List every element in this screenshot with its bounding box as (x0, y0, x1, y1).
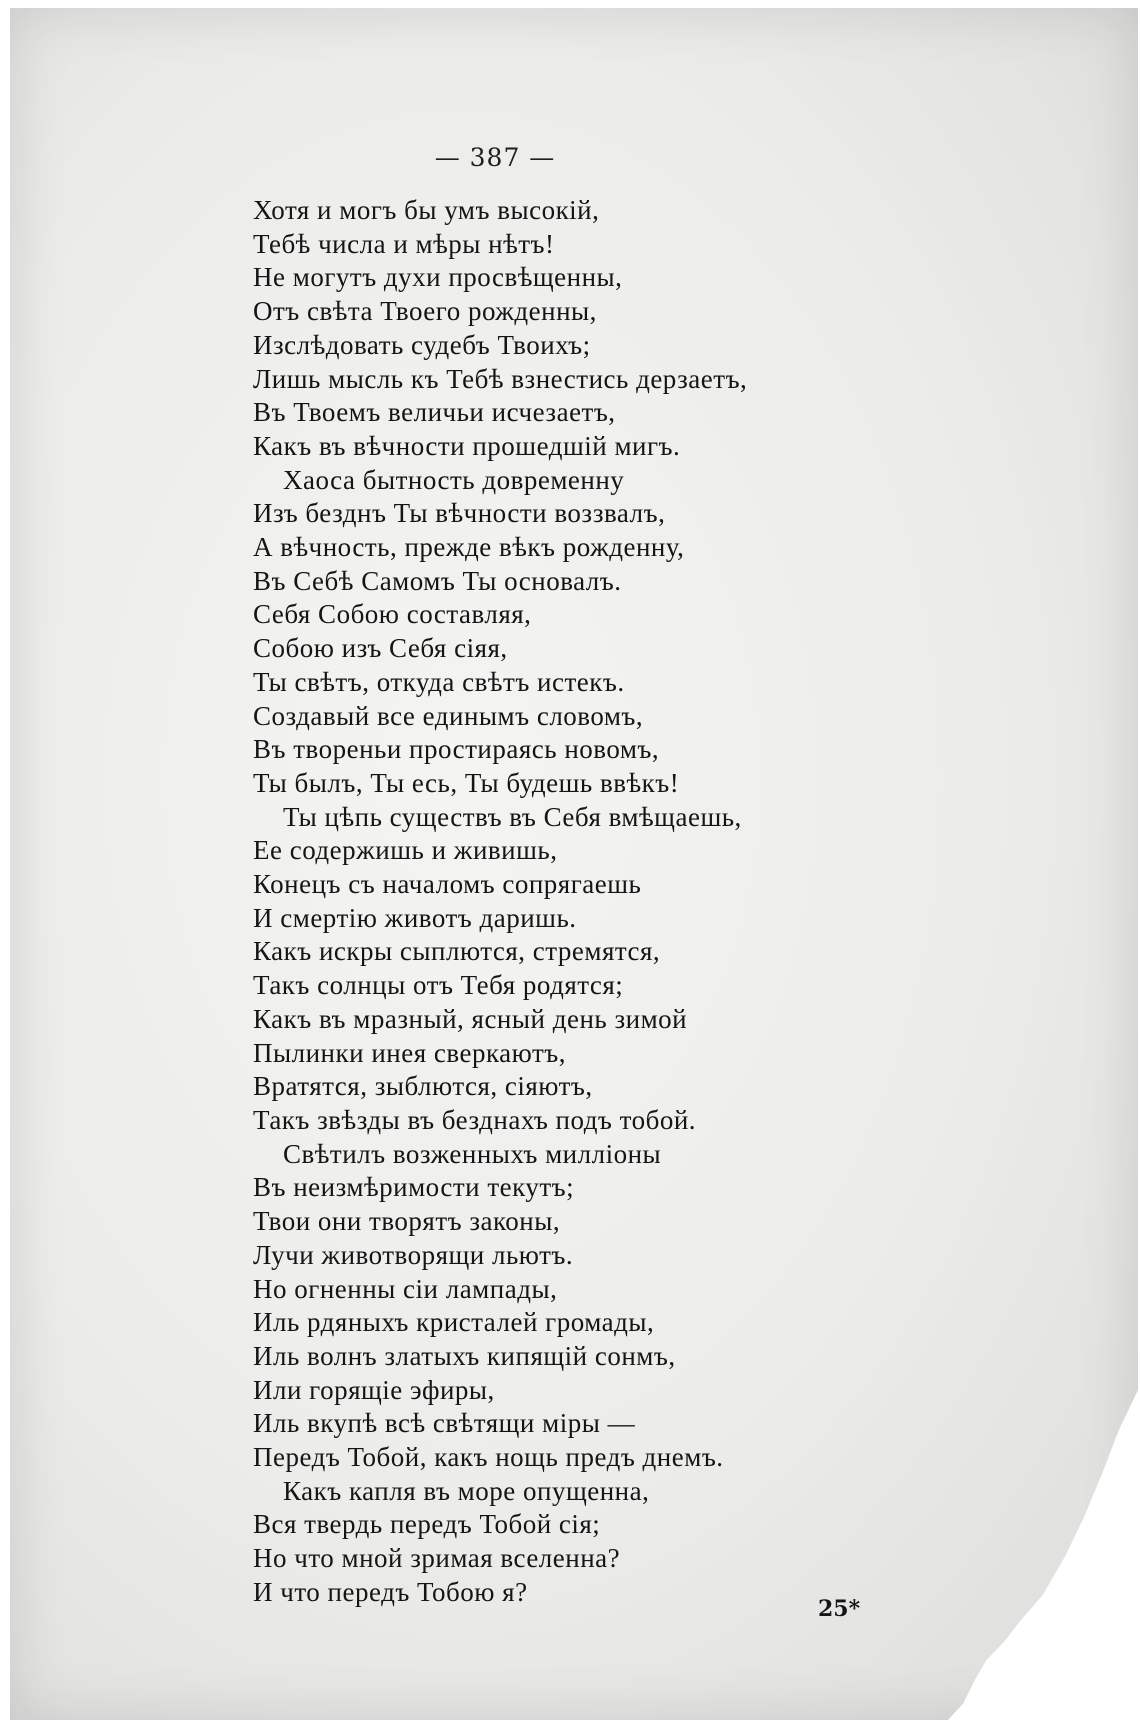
poem-line: Лучи животворящи льютъ. (253, 1239, 574, 1270)
poem-line: Но что мной зримая вселенна? (253, 1543, 621, 1574)
poem-line: Пылинки инея сверкаютъ, (253, 1037, 566, 1068)
poem-line: Передъ Тобой, какъ нощь предъ днемъ. (253, 1442, 724, 1473)
poem-line: Въ неизмѣримости текутъ; (253, 1172, 575, 1203)
poem-line: Какъ капля въ море опущенна, (283, 1475, 650, 1506)
poem-line: Какъ въ мразный, ясный день зимой (253, 1003, 688, 1034)
poem-line: Себя Собою составляя, (253, 599, 532, 630)
poem-line: Въ Твоемъ величьи исчезаетъ, (253, 397, 616, 428)
poem-line: Такъ солнцы отъ Тебя родятся; (253, 970, 624, 1001)
poem-line: Ты цѣпь существъ въ Себя вмѣщаешь, (283, 801, 742, 832)
poem-line: Свѣтилъ возженныхъ милліоны (283, 1138, 662, 1169)
poem-line: Вся твердь передъ Тобой сія; (253, 1509, 601, 1540)
poem-text (253, 194, 873, 1610)
poem-line: Хотя и могъ бы умъ высокій, (253, 195, 600, 225)
poem-line: Какъ въ вѣчности прошедшій мигъ. (253, 430, 681, 461)
poem-line: Твои они творятъ законы, (253, 1206, 561, 1237)
poem-line: Или горящіе эфиры, (253, 1374, 495, 1405)
poem-line: Такъ звѣзды въ безднахъ подъ тобой. (253, 1104, 697, 1135)
poem-line: И смертію животъ даришь. (253, 902, 577, 933)
poem-line: Тебѣ числа и мѣры нѣтъ! (253, 228, 555, 259)
poem-line: И что передъ Тобою я? (253, 1576, 528, 1607)
poem-line: Вратятся, зыблются, сіяютъ, (253, 1071, 593, 1102)
poem-line: Хаоса бытность довременну (283, 464, 625, 495)
poem-line: Въ Себѣ Самомъ Ты основалъ. (253, 565, 622, 596)
poem-line: Лишь мысль къ Тебѣ взнестись дерзаетъ, (253, 363, 748, 394)
page-number: — 387 — (434, 143, 556, 172)
poem-line: Конецъ съ началомъ сопрягаешь (253, 869, 642, 900)
poem-line: Собою изъ Себя сіяя, (253, 633, 508, 664)
poem-line: А вѣчность, прежде вѣкъ рожденну, (253, 532, 685, 563)
poem-line: Иль волнъ златыхъ кипящій сонмъ, (253, 1340, 676, 1371)
poem-line: Какъ искры сыплются, стремятся, (253, 936, 661, 967)
poem-line: Иль вкупѣ всѣ свѣтящи міры — (253, 1408, 636, 1439)
signature-mark: 25* (818, 1596, 861, 1622)
poem-line: Въ твореньи простираясь новомъ, (253, 734, 660, 765)
poem-line: Ты свѣтъ, откуда свѣтъ истекъ. (253, 666, 625, 697)
poem-line: Но огненны сіи лампады, (253, 1273, 558, 1304)
book-page (10, 8, 1138, 1720)
poem-line: Изслѣдовать судебъ Твоихъ; (253, 329, 591, 360)
poem-line: Отъ свѣта Твоего рожденны, (253, 296, 597, 327)
torn-corner (948, 1390, 1138, 1720)
poem-line: Изъ безднъ Ты вѣчности воззвалъ, (253, 498, 666, 529)
poem-line: Ты былъ, Ты есь, Ты будешь ввѣкъ! (253, 767, 680, 798)
poem-line: Не могутъ духи просвѣщенны, (253, 262, 623, 293)
poem-line: Создавый все единымъ словомъ, (253, 700, 644, 731)
poem-line: Ее содержишь и живишь, (253, 835, 558, 866)
poem-line: Иль рдяныхъ кристалей громады, (253, 1307, 655, 1338)
